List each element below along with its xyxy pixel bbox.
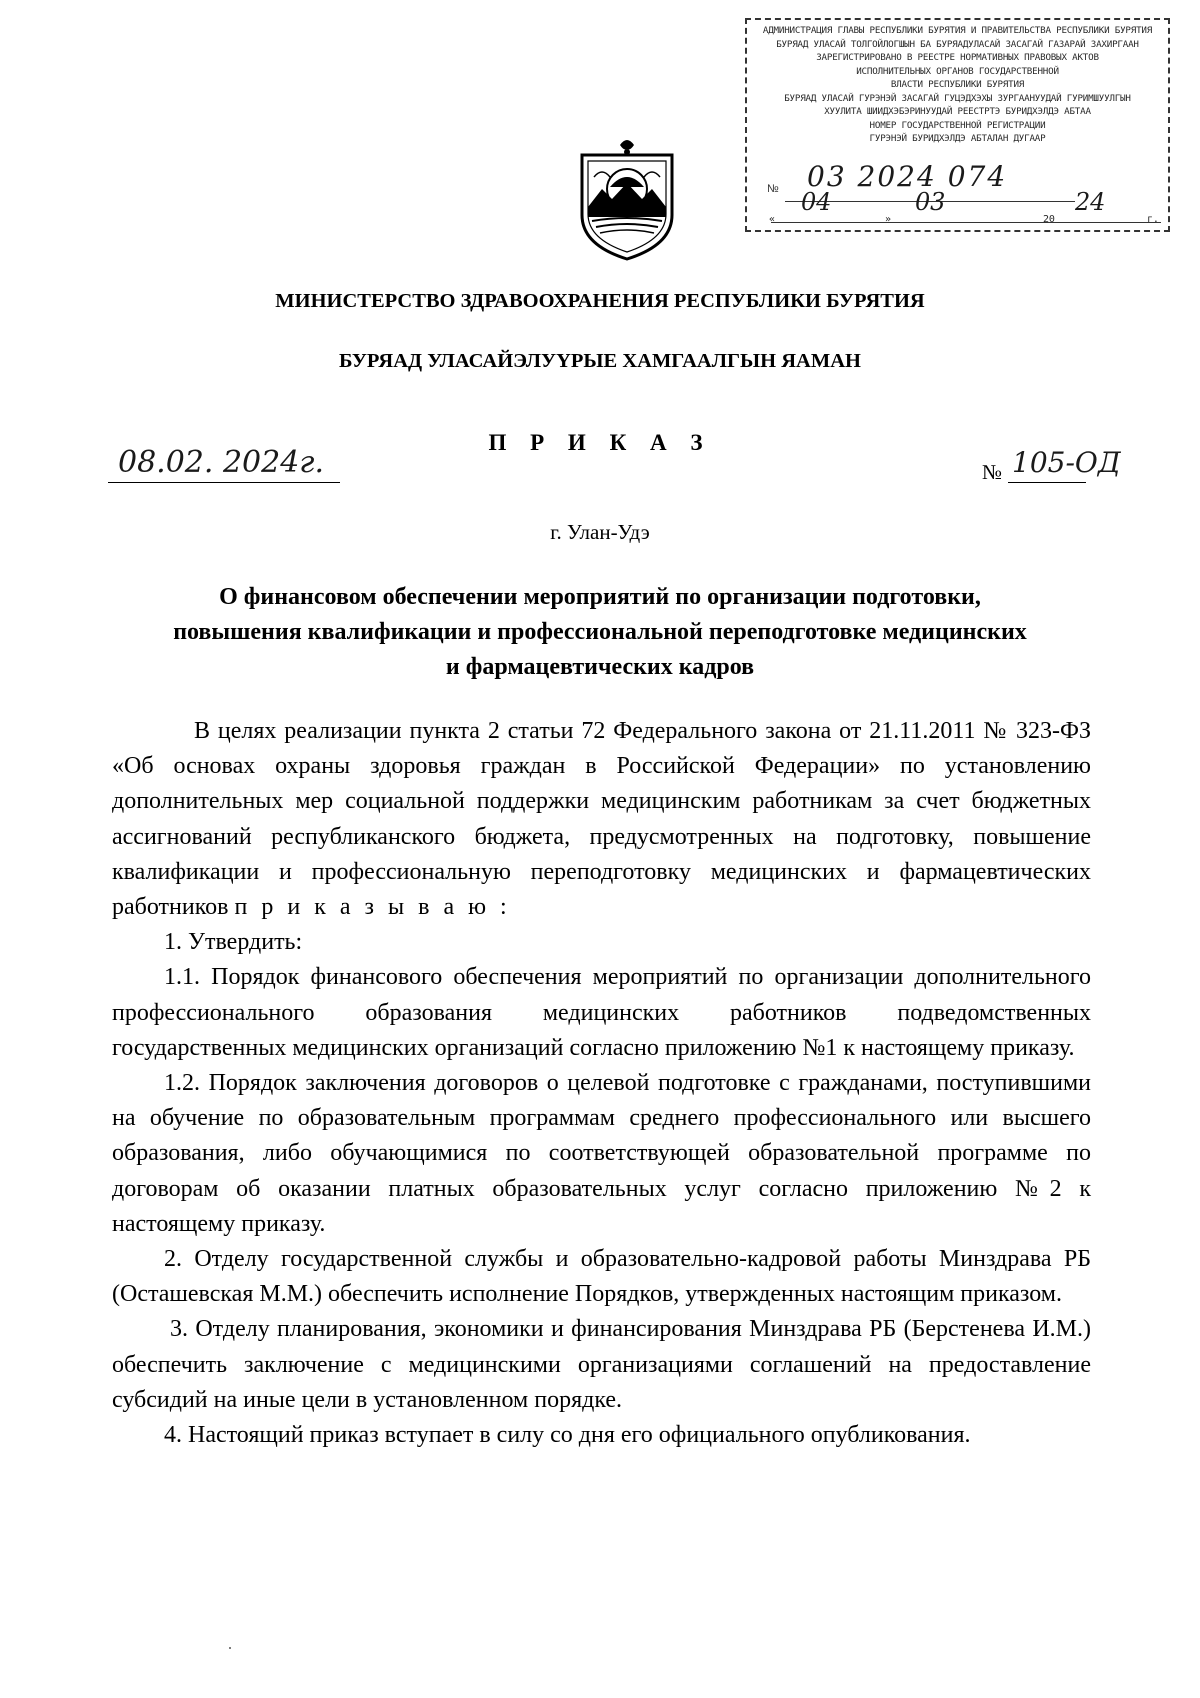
order-date: 08.02. 2024г.	[118, 445, 325, 480]
item-4: 4. Настоящий приказ вступает в силу со дня его официального опубликования.	[164, 1422, 971, 1449]
stamp-line: ГУРЭНЭЙ БУРИДХЭЛДЭ АБТАЛАН ДУГААР	[869, 133, 1046, 144]
document-type-title: П Р И К А З	[488, 430, 712, 455]
preamble-text: В целях реализации пункта 2 статьи 72 Федерального закона от 21.11.2011 № 323-ФЗ «Об основах охраны здоровья граждан в Российской Федерации» по установлению дополнительных мер социальной поддержки медицинским работникам за счет бюджетных ассигнований республиканского бюджета, предусмотренных на подготовку, повышение квалификации и профессиональную переподготовку медицинских и фармацевтических работников	[112, 718, 1091, 921]
order-date-underline	[108, 482, 340, 483]
stamp-registration-number: 03 2024 074	[807, 160, 1008, 193]
stamp-year-suffix: г.	[1147, 214, 1159, 225]
order-word: п р и к а з ы в а ю :	[234, 894, 511, 921]
item-1-1: 1.1. Порядок финансового обеспечения мероприятий по организации дополнительного профессионального образования медицинских работников подведомственных государственных медицинских организаций согласно приложению №1 к настоящему приказу.	[112, 964, 1091, 1061]
document-title	[100, 580, 1100, 685]
ministry-name-ru: МИНИСТЕРСТВО ЗДРАВООХРАНЕНИЯ РЕСПУБЛИКИ БУРЯТИЯ	[275, 290, 925, 312]
stamp-year: 24	[1075, 188, 1106, 216]
stamp-line: ИСПОЛНИТЕЛЬНЫХ ОРГАНОВ ГОСУДАРСТВЕННОЙ	[856, 65, 1059, 77]
preamble-paragraph	[112, 714, 1091, 925]
coat-of-arms-emblem	[572, 137, 682, 262]
scan-speck	[229, 1647, 231, 1649]
document-title-line: повышения квалификации и профессиональной переподготовке медицинских	[173, 619, 1027, 645]
stamp-line: ВЛАСТИ РЕСПУБЛИКИ БУРЯТИЯ	[890, 79, 1025, 90]
order-number-label: №	[982, 460, 1003, 484]
stamp-line: ЗАРЕГИСТРИРОВАНО В РЕЕСТРЕ НОРМАТИВНЫХ ПРАВОВЫХ АКТОВ	[816, 52, 1099, 63]
ministry-name-bua: БУРЯАД УЛАСАЙЭЛУҮРЫЕ ХАМГААЛГЫН ЯАМАН	[339, 350, 861, 372]
order-number-underline	[1008, 482, 1086, 483]
item-1-2: 1.2. Порядок заключения договоров о целевой подготовке с гражданами, поступившими на обучение по образовательным программам среднего профессионального или высшего образования, либо обучающимися по соответствующей образовательной программе по договорам об оказании платных образовательных услуг согласно приложению №2 к настоящему приказу.	[112, 1070, 1091, 1237]
stamp-date-underline	[771, 222, 1161, 223]
item-2: 2. Отделу государственной службы и образовательно-кадровой работы Минздрава РБ (Осташевская М.М.) обеспечить исполнение Порядков, утвержденных настоящим приказом.	[112, 1246, 1091, 1308]
registration-stamp	[745, 18, 1170, 232]
item-3: 3. Отделу планирования, экономики и финансирования Минздрава РБ (Берстенева И.М.) обеспечить заключение с медицинскими организациями соглашений на предоставление субсидий на иные цели в установленном порядке.	[112, 1316, 1091, 1413]
stamp-line: БУРЯАД УЛАСАЙ ГУРЭНЭЙ ЗАСАГАЙ ГУЦЭДХЭХЫ ЗУРГААНУУДАЙ ГУРИМШУУЛГЫН	[784, 92, 1131, 104]
stamp-line: АДМИНИСТРАЦИЯ ГЛАВЫ РЕСПУБЛИКИ БУРЯТИЯ И ПРАВИТЕЛЬСТВА РЕСПУБЛИКИ БУРЯТИЯ	[762, 25, 1153, 36]
stamp-year-prefix: 20	[1043, 214, 1055, 225]
document-body	[112, 714, 1091, 1453]
stamp-month: 03	[915, 188, 946, 216]
stamp-quote-open: «	[769, 214, 775, 225]
stamp-quote-close: »	[885, 214, 891, 225]
order-number: 105-ОД	[1012, 446, 1121, 479]
document-title-line: и фармацевтических кадров	[445, 654, 755, 680]
stamp-line: ХУУЛИТА ШИИДХЭБЭРИНУУДАЙ РЕЕСТРТЭ БУРИДХЭЛДЭ АБТАА	[824, 106, 1091, 117]
stamp-number-label: №	[767, 183, 779, 195]
stamp-line: БУРЯАД УЛАСАЙ ТОЛГОЙЛОГШЫН БА БУРЯАДУЛАСАЙ ЗАСАГАЙ ГАЗАРАЙ ЗАХИРГААН	[776, 38, 1139, 50]
stamp-line: НОМЕР ГОСУДАРСТВЕННОЙ РЕГИСТРАЦИИ	[869, 119, 1046, 131]
document-title-line: О финансовом обеспечении мероприятий по организации подготовки,	[219, 584, 981, 610]
city-name: г. Улан-Удэ	[550, 520, 650, 544]
stamp-day: 04	[801, 188, 832, 216]
item-1: 1. Утвердить:	[164, 929, 303, 956]
